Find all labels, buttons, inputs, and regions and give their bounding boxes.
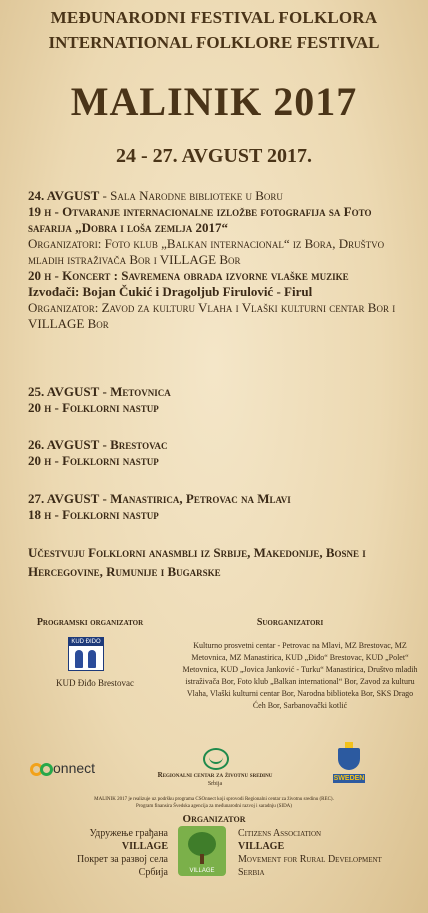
day-26-place: - Brestovac: [102, 437, 168, 452]
day-25-time: 20 h: [28, 400, 52, 415]
day-26-text: - Folklorni nastup: [54, 453, 159, 468]
csconnect-logo: onnect: [30, 760, 95, 776]
day-26-date: 26. AVGUST: [28, 437, 100, 452]
footnote-line-2: Program finansira Švedska agencija za međunarodni razvoj i saradnju (SIDA): [136, 804, 292, 809]
sweden-logo: SWEDEN: [333, 748, 365, 788]
day-24-event2-time: 20 h: [28, 268, 52, 283]
day-25-date: 25. AVGUST: [28, 384, 100, 399]
header-line-serbian: MEĐUNARODNI FESTIVAL FOLKLORA: [50, 8, 378, 27]
schedule-day-27: [28, 491, 408, 523]
schedule-day-26: [28, 437, 408, 469]
day-25-place: - Metovnica: [102, 384, 171, 399]
day-26-time: 20 h: [28, 453, 52, 468]
schedule-day-25: [28, 384, 408, 416]
day-27-date: 27. AVGUST: [28, 491, 100, 506]
co-organizers-list: Kulturno prosvetni centar - Petrovac na Mlavi, MZ Brestovac, MZ Metovnica, MZ Manastirica, KUD „Điđo“ Brestovac, KUD „Polet“ Metovnica, KUD „Jovica Janković - Turku“ Manastirica, Društvo mladih istraživača Bor, Foto klub „Balkan international“ Bor, Zavod za kulturu Vlaha, Vlaški kulturni centar Bor, Narodna biblioteka Bor, SKS Drago Ćeh Bor, Sarbanovački kotlić: [182, 641, 418, 710]
day-27-place: - Manastirica, Petrovac na Mlavi: [102, 491, 291, 506]
day-24-event1-time: 19 h: [28, 204, 52, 219]
day-27-text: - Folklorni nastup: [54, 507, 159, 522]
day-24-date: 24. AVGUST: [28, 188, 100, 203]
organizer-heading: Organizator: [182, 813, 246, 825]
organizer-serbian: Удружење грађана VILLAGE Покрет за развој села Србија: [76, 828, 168, 878]
participants-note: Učestvuju Folklorni anasmbli iz Srbije, Makedonije, Bosne i Hercegovine, Rumunije i Bugarske: [28, 545, 366, 579]
day-24-event2-performers: Izvođači: Bojan Čukić i Dragoljub Firulović - Firul: [28, 284, 313, 299]
program-organizer-heading: Programski organizator: [36, 617, 144, 628]
day-25-text: - Folklorni nastup: [54, 400, 159, 415]
regional-center-sub: Srbija: [207, 781, 223, 787]
schedule-day-24: [28, 188, 408, 332]
co-organizers-heading: Suorganizatori: [256, 617, 324, 628]
footnote-line-1: MALINIK 2017 je realizuje uz podršku programa CSOnnect koji sprovodi Regionalni centar za životnu sredinu (REC).: [94, 797, 334, 802]
regional-center-name: Regionalni centar za životnu sredinu: [157, 771, 273, 779]
program-organizer-name: KUD Điđo Brestovac: [56, 678, 134, 688]
day-27-time: 18 h: [28, 507, 52, 522]
festival-title: MALINIK 2017: [70, 79, 358, 124]
day-24-event1-organizers: Organizatori: Foto klub „Balkan internacional“ iz Bora, Društvo mladih istraživača Bor i VILLAGE Bor: [28, 236, 385, 267]
organizer-english: Citizens Association VILLAGE Movement for Rural Development Serbia: [238, 828, 382, 878]
day-24-event2-organizer: Organizator: Zavod za kulturu Vlaha i Vlaški kulturni centar Bor i VILLAGE Bor: [28, 300, 396, 331]
header-line-english: INTERNATIONAL FOLKLORE FESTIVAL: [48, 33, 380, 52]
day-24-event1-text: - Otvaranje internacionalne izložbe fotografija sa Foto safarija „Dobra i loša zemlja 2017“: [28, 204, 372, 235]
regional-center-logo: [203, 748, 229, 770]
village-logo: VILLAGE: [178, 826, 226, 876]
day-24-place: - Sala Narodne biblioteke u Boru: [102, 188, 283, 203]
day-24-event2-text: - Koncert : Savremena obrada izvorne vlaške muzike: [54, 268, 349, 283]
kud-dido-logo: KUD ĐIDO: [68, 637, 104, 671]
festival-dates: 24 - 27. AVGUST 2017.: [116, 145, 312, 167]
